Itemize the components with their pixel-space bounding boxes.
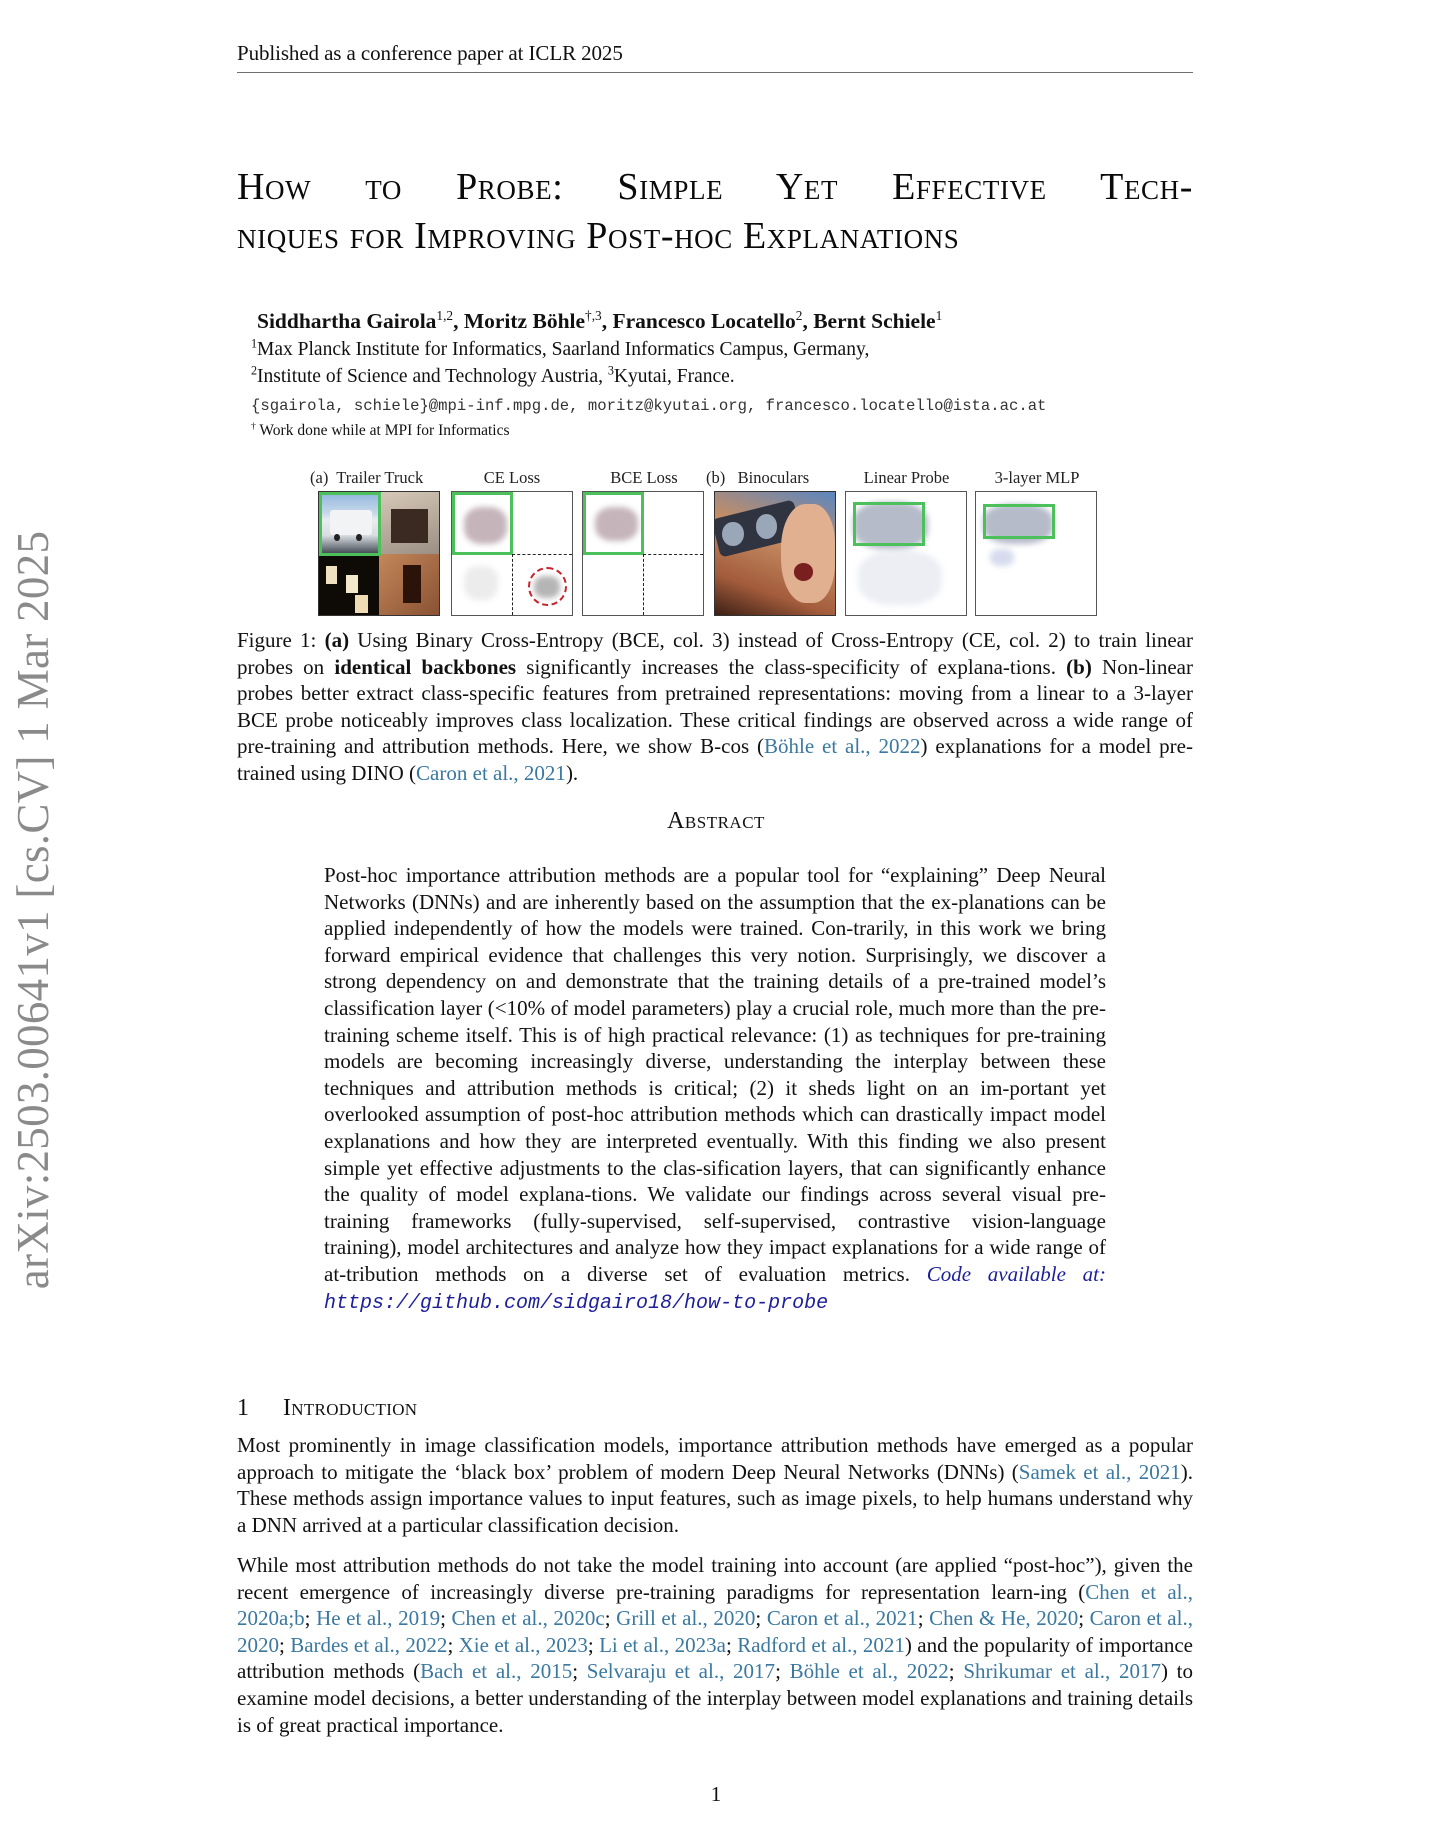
citation-separator: ;	[1078, 1606, 1090, 1631]
input-image-grid	[318, 491, 440, 616]
bce-loss-explanation	[582, 491, 704, 616]
citation-separator: ;	[304, 1606, 317, 1631]
citation-link[interactable]: Caron et al., 2021	[416, 760, 566, 785]
paragraph-text: Most prominently in image classification models, importance attribution methods have emerged as a popular approach to mitigate the ‘black box’ problem of modern Deep Neural Networks (DNNs) (	[237, 1433, 1193, 1484]
quadrant-divider	[643, 554, 644, 616]
citation-separator: ;	[775, 1659, 790, 1684]
citation-link[interactable]: Bach et al., 2015	[420, 1659, 573, 1684]
author-affiliation-mark: 1,2	[436, 307, 454, 323]
paragraph-text: ) to examine model decisions, a better understanding of the interplay between model explanations and training details is of great practical importance.	[237, 1659, 1193, 1737]
caption-text: significantly increases the class-specificity of explana-tions.	[516, 654, 1067, 679]
intro-paragraph-2	[237, 1552, 1193, 1738]
author-affiliation-mark: 2	[795, 307, 803, 323]
candles-image	[319, 554, 379, 616]
citation-separator: ;	[604, 1606, 617, 1631]
title-line-2: niques for Improving Post-hoc Explanations	[237, 215, 960, 257]
caption-text: ) explanations for a model pre-trained using DINO (	[237, 734, 1193, 785]
abstract-heading: Abstract	[667, 808, 765, 834]
arxiv-identifier-stamp: arXiv:2503.00641v1 [cs.CV] 1 Mar 2025	[8, 530, 58, 1290]
target-class-box	[583, 492, 644, 555]
author-separator: ,	[601, 309, 613, 333]
column-label-binoculars: Binoculars	[737, 468, 810, 487]
section-heading-introduction	[237, 1395, 417, 1422]
target-class-box	[452, 492, 513, 555]
citation-separator: ;	[948, 1659, 964, 1684]
mlp-probe-explanation	[975, 491, 1097, 616]
figure-column-label	[706, 468, 846, 488]
caption-part-a-mark: (a)	[324, 628, 350, 652]
binoculars-image	[714, 491, 836, 616]
citation-link[interactable]: Samek et al., 2021	[1018, 1459, 1181, 1484]
citation-separator: ;	[725, 1632, 738, 1657]
caption-label: Figure 1:	[237, 628, 325, 652]
citation-link[interactable]: Xie et al., 2023	[458, 1632, 588, 1657]
citation-separator: ;	[572, 1659, 587, 1684]
citation-link[interactable]: Chen & He, 2020	[929, 1606, 1079, 1631]
paragraph-text: ) and the popularity of importance attribution methods (	[237, 1632, 1193, 1684]
citation-link[interactable]: He et al., 2019	[316, 1606, 441, 1631]
caption-text: ).	[565, 760, 579, 785]
affiliation-mark: 1	[251, 336, 258, 351]
title-line-1: How to Probe: Simple Yet Effective Tech-	[237, 166, 1193, 208]
affiliation-mark: 3	[607, 363, 614, 378]
affiliation-line	[251, 336, 870, 361]
citation-link[interactable]: Shrikumar et al., 2017	[963, 1659, 1161, 1684]
column-label-trailer-truck: Trailer Truck	[336, 468, 424, 487]
paper-title	[237, 163, 1197, 261]
figure-column-label	[310, 468, 450, 488]
author-emails[interactable]: {sgairola, schiele}@mpi-inf.mpg.de, moritz@kyutai.org, francesco.locatello@ista.ac.at	[251, 397, 1047, 415]
citation-link[interactable]: Radford et al., 2021	[737, 1632, 905, 1657]
citation-link[interactable]: Caron et al., 2020	[237, 1606, 1193, 1657]
footnote-text: Work done while at MPI for Informatics	[255, 422, 510, 439]
quadrant-divider	[643, 554, 703, 555]
citation-link[interactable]: Selvaraju et al., 2017	[586, 1659, 776, 1684]
citation-separator: ;	[279, 1632, 291, 1657]
figure-1-caption	[237, 627, 1193, 787]
caption-emphasis: identical backbones	[334, 654, 517, 679]
caption-part-b-mark: (b)	[1066, 654, 1092, 679]
author-affiliation-mark: †,3	[585, 307, 602, 323]
attribution-heatmap	[858, 551, 942, 605]
paragraph-text: While most attribution methods do not take the model training into account (are applied “post-hoc”), given the recent emergence of increasingly diverse pre-training paradigms for representation learn-ing (	[237, 1553, 1193, 1604]
attribution-heatmap	[464, 566, 498, 600]
citation-separator: ;	[917, 1606, 930, 1631]
citation-separator: ;	[447, 1632, 459, 1657]
code-repository-link[interactable]: https://github.com/sidgairo18/how-to-probe	[324, 1291, 829, 1315]
column-label-3-layer-mlp: 3-layer MLP	[994, 468, 1080, 487]
quadrant-divider	[512, 554, 513, 616]
affiliation-text: Institute of Science and Technology Austria,	[257, 366, 608, 387]
quadrant-divider	[512, 554, 572, 555]
citation-link[interactable]: Chen et al., 2020c	[451, 1606, 605, 1631]
author-separator: ,	[802, 309, 814, 333]
author-separator: ,	[453, 309, 464, 333]
abstract-body	[324, 862, 1106, 1317]
affiliation-mark: 2	[251, 363, 258, 378]
paragraph-text: ). These methods assign importance values to input features, such as image pixels, to help humans understand why a DNN arrived at a particular classification decision.	[237, 1459, 1193, 1537]
citation-separator: ;	[587, 1632, 600, 1657]
caption-text: Non-linear probes better extract class-specific features from pretrained representations: moving from a linear to a 3-layer BCE probe noticeably improves class localization. These critical findings are observed across a wide range of pre-training and attribution methods. Here, we show B-cos (	[237, 654, 1193, 759]
page-number: 1	[710, 1782, 722, 1806]
caption-text: Using Binary Cross-Entropy (BCE, col. 3) instead of Cross-Entropy (CE, col. 2) to train linear probes on	[237, 628, 1193, 679]
citation-link[interactable]: Caron et al., 2021	[766, 1606, 918, 1631]
target-class-box	[853, 502, 925, 546]
ce-loss-explanation	[451, 491, 573, 616]
affiliation-text: Max Planck Institute for Informatics, Saarland Informatics Campus, Germany,	[257, 339, 870, 360]
affiliation-line	[251, 363, 735, 388]
citation-link[interactable]: Bardes et al., 2022	[290, 1632, 448, 1657]
ruins-image	[379, 554, 439, 616]
author-name: Moritz Böhle	[463, 309, 586, 333]
abstract-text: Post-hoc importance attribution methods are a popular tool for “explaining” Deep Neural Networks (DNNs) and are inherently based on the assumption that the ex-planations can be applied independently of how the models were trained. Con-trarily, in this work we bring forward empirical evidence that challenges this very notion. Surprisingly, we discover a strong dependency on and demonstrate that the training details of a pre-trained model’s classification layer (<10% of model parameters) play a crucial role, much more than the pre-training scheme itself. This is of high practical relevance: (1) as techniques for pre-training models are becoming increasingly diverse, understanding the interplay between these techniques and attribution methods is critical; (2) it sheds light on an im-portant yet overlooked assumption of post-hoc attribution methods which can drastically impact model explanations and how they are interpreted eventually. With this finding we also present simple yet effective adjustments to the clas-sification layers, that can significantly enhance the quality of model explana-tions. We validate our findings across several visual pre-training frameworks (fully-supervised, self-supervised, contrastive vision-language training), model architectures and analyze how they impact explanations for a wide range of at-tribution methods on a diverse set of evaluation metrics.	[324, 863, 1106, 1286]
author-name: Siddhartha Gairola	[257, 309, 437, 333]
citation-link[interactable]: Böhle et al., 2022	[789, 1659, 949, 1684]
section-title: Introduction	[283, 1395, 418, 1421]
panel-b-marker: (b)	[706, 468, 726, 487]
gravestone-image	[379, 492, 439, 554]
author-list	[257, 309, 942, 334]
linear-probe-explanation	[845, 491, 967, 616]
running-head: Published as a conference paper at ICLR 2025	[237, 40, 1193, 73]
panel-a-marker: (a)	[310, 468, 329, 487]
author-footnote	[251, 422, 510, 440]
author-name: Francesco Locatello	[612, 309, 796, 333]
citation-link[interactable]: Böhle et al., 2022	[763, 734, 921, 759]
target-class-box	[319, 492, 381, 556]
author-affiliation-mark: 1	[935, 307, 943, 323]
misattribution-circle	[528, 567, 568, 606]
attribution-heatmap	[990, 549, 1014, 566]
affiliation-text: Kyutai, France.	[613, 366, 735, 387]
footnote-mark: †	[251, 420, 256, 432]
intro-paragraph-1	[237, 1432, 1193, 1538]
code-availability-label: Code available at:	[926, 1261, 1107, 1286]
column-label-ce-loss: CE Loss	[483, 468, 541, 487]
citation-link[interactable]: Grill et al., 2020	[616, 1606, 756, 1631]
target-class-box	[983, 504, 1055, 538]
column-label-bce-loss: BCE Loss	[610, 468, 678, 487]
citation-link[interactable]: Chen et al., 2020a;b	[237, 1579, 1194, 1631]
citation-link[interactable]: Li et al., 2023a	[599, 1632, 726, 1657]
section-number: 1	[237, 1395, 249, 1421]
citation-separator: ;	[440, 1606, 452, 1631]
author-name: Bernt Schiele	[813, 309, 936, 333]
citation-separator: ;	[755, 1606, 767, 1631]
column-label-linear-probe: Linear Probe	[863, 468, 950, 487]
